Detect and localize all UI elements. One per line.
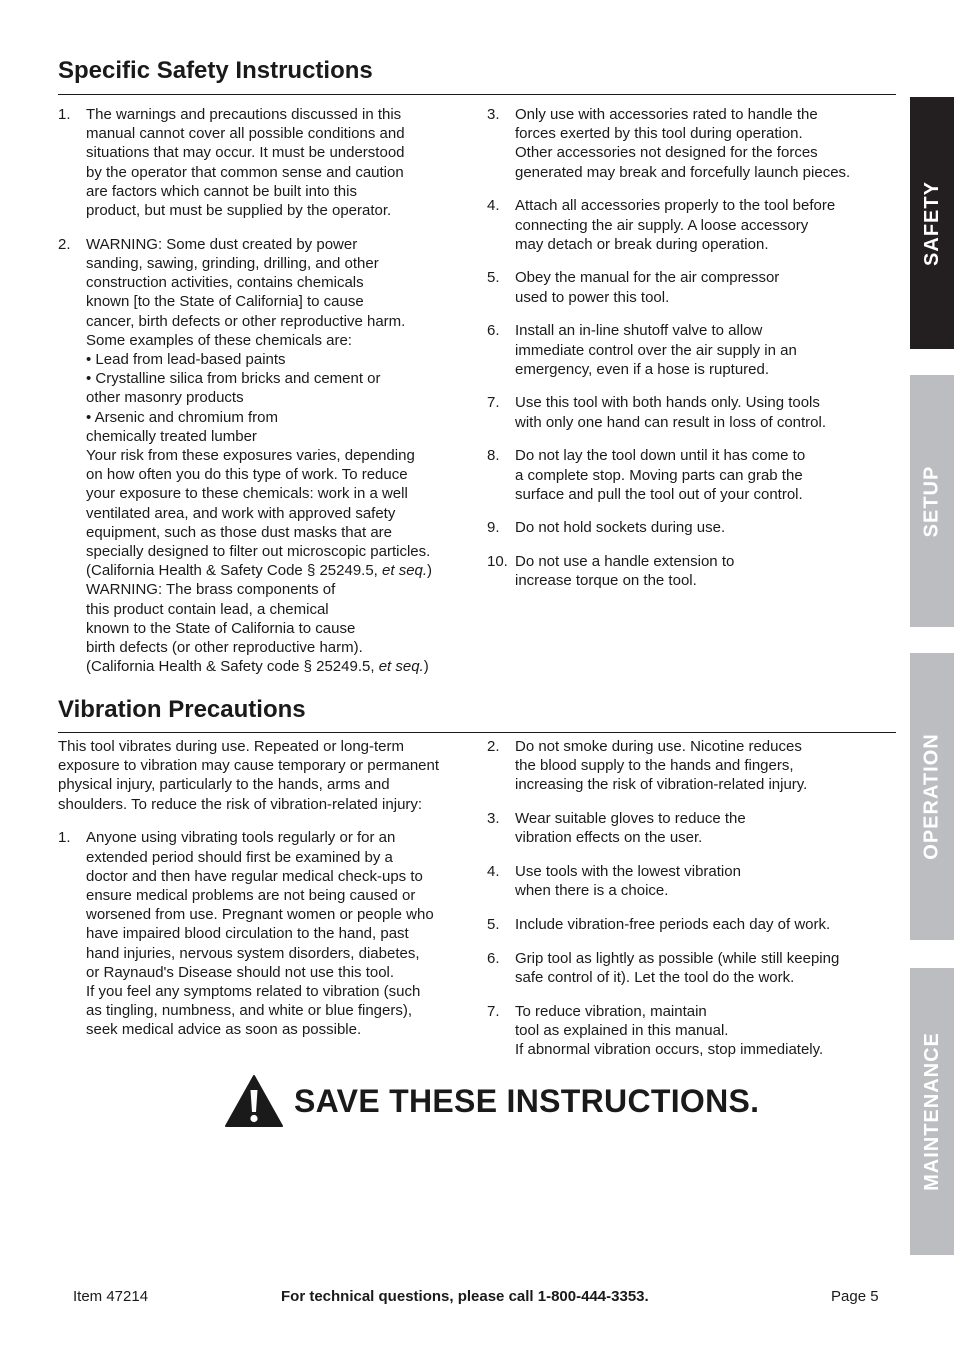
text-line: this product contain lead, a chemical <box>86 600 329 618</box>
text-line: Attach all accessories properly to the tool before <box>515 197 836 215</box>
text-line: Do not lay the tool down until it has come to <box>515 447 806 465</box>
text-line: (California Health & Safety code § 25249.5, et seq.) <box>86 658 429 676</box>
text-line: shoulders. To reduce the risk of vibration-related injury: <box>58 795 423 813</box>
text-line: doctor and then have regular medical check-ups to <box>86 867 423 885</box>
text-line: forces exerted by this tool during operation. <box>515 125 803 143</box>
text-line: safe control of it). Let the tool do the work. <box>515 968 795 986</box>
text-line: a complete stop. Moving parts can grab the <box>515 466 803 484</box>
text-line: your exposure to these chemicals: work in a well <box>86 485 408 503</box>
text-line: worsened from use. Pregnant women or people who <box>86 906 434 924</box>
text-line: (California Health & Safety Code § 25249.5, et seq.) <box>86 562 433 580</box>
save-instructions-text: SAVE THESE INSTRUCTIONS. <box>294 1082 760 1119</box>
text-line: Obey the manual for the air compressor <box>515 269 780 287</box>
list-item-text <box>86 235 468 677</box>
tab-maintenance[interactable] <box>910 968 954 1255</box>
list-item-number: 8. <box>487 447 500 465</box>
list-item-number: 9. <box>487 519 500 537</box>
list-item-text <box>515 552 897 590</box>
text-line: birth defects (or other reproductive harm). <box>86 638 363 656</box>
tab-setup-label: SETUP <box>920 465 943 537</box>
list-item-text <box>515 321 897 379</box>
safety-right-column <box>487 105 897 605</box>
text-line: or Raynaud's Disease should not use this tool. <box>86 963 395 981</box>
list-item <box>487 105 897 182</box>
list-item-text <box>515 446 897 504</box>
list-item <box>487 809 897 847</box>
list-item-text <box>515 393 897 431</box>
text-line: by the operator that common sense and caution <box>86 163 404 181</box>
list-item <box>487 321 897 379</box>
list-item-text <box>515 737 897 795</box>
text-line: manual cannot cover all possible conditions and <box>86 125 405 143</box>
list-item <box>487 518 897 537</box>
text-line: vibration effects on the user. <box>515 829 703 847</box>
list-item <box>487 393 897 431</box>
text-line: WARNING: The brass components of <box>86 581 336 599</box>
list-item-number: 5. <box>487 915 500 933</box>
text-line: If you feel any symptoms related to vibration (such <box>86 982 421 1000</box>
text-line: Your risk from these exposures varies, depending <box>86 446 415 464</box>
text-line: have impaired blood circulation to the hand, past <box>86 925 409 943</box>
tab-setup[interactable] <box>910 375 954 627</box>
text-line: • Arsenic and chromium from <box>86 408 278 426</box>
text-line: chemically treated lumber <box>86 427 257 445</box>
list-item <box>58 235 468 677</box>
list-item <box>487 196 897 254</box>
text-line: Include vibration-free periods each day of work. <box>515 915 831 933</box>
list-item <box>487 862 897 900</box>
text-line: hand injuries, nervous system disorders, diabetes, <box>86 944 420 962</box>
text-line: used to power this tool. <box>515 288 670 306</box>
text-line: Do not use a handle extension to <box>515 553 735 571</box>
list-item <box>487 949 897 987</box>
text-line: specially designed to filter out microscopic particles. <box>86 542 431 560</box>
text-line: emergency, even if a hose is ruptured. <box>515 360 770 378</box>
text-line: Use tools with the lowest vibration <box>515 863 741 881</box>
list-item-number: 6. <box>487 322 500 340</box>
list-item-text <box>515 809 897 847</box>
text-line: • Crystalline silica from bricks and cement or <box>86 370 381 388</box>
list-item-text <box>515 915 897 934</box>
list-item-number: 2. <box>487 738 500 755</box>
list-item-number: 10. <box>487 553 508 571</box>
text-line: The warnings and precautions discussed in this <box>86 106 402 123</box>
text-line: on how often you do this type of work. To reduce <box>86 466 408 484</box>
vibration-section-title: Vibration Precautions <box>58 696 306 723</box>
text-line: Other accessories not designed for the forces <box>515 144 818 162</box>
text-line: ensure medical problems are not being caused or <box>86 886 416 904</box>
save-instructions-banner <box>224 1074 759 1128</box>
text-line: Wear suitable gloves to reduce the <box>515 810 746 828</box>
list-item-number: 2. <box>58 235 71 253</box>
text-line: are factors which cannot be built into this <box>86 182 357 200</box>
text-line: Do not hold sockets during use. <box>515 519 726 537</box>
list-item-number: 1. <box>58 106 71 123</box>
text-line: as tingling, numbness, and white or blue fingers), <box>86 1002 413 1020</box>
text-line: extended period should first be examined by a <box>86 848 393 866</box>
list-item <box>58 828 478 1039</box>
text-line: surface and pull the tool out of your control. <box>515 485 803 503</box>
list-item-text <box>86 105 468 220</box>
text-line: tool as explained in this manual. <box>515 1021 729 1039</box>
text-line: generated may break and forcefully launch pieces. <box>515 163 851 181</box>
list-item-number: 4. <box>487 863 500 881</box>
text-line: immediate control over the air supply in an <box>515 341 797 359</box>
list-item-number: 1. <box>58 829 71 847</box>
list-item-text <box>86 828 478 1039</box>
footer-item-number: Item 47214 <box>73 1288 149 1305</box>
text-line: sanding, sawing, grinding, drilling, and other <box>86 254 379 272</box>
list-item-number: 3. <box>487 810 500 828</box>
list-item <box>487 915 897 934</box>
text-line: To reduce vibration, maintain <box>515 1002 707 1020</box>
text-line: This tool vibrates during use. Repeated or long-term <box>58 738 405 755</box>
text-line: may detach or break during operation. <box>515 235 769 253</box>
text-line: Grip tool as lightly as possible (while still keeping <box>515 949 840 967</box>
vibration-intro <box>58 737 478 814</box>
text-line: increase torque on the tool. <box>515 572 697 590</box>
text-line: increasing the risk of vibration-related injury. <box>515 776 808 794</box>
text-line: Use this tool with both hands only. Using tools <box>515 394 820 412</box>
list-item-text <box>515 268 897 306</box>
list-item-number: 3. <box>487 106 500 123</box>
vibration-title-rule <box>58 732 896 733</box>
safety-section-title: Specific Safety Instructions <box>58 57 373 84</box>
footer-page-number: Page 5 <box>831 1288 879 1305</box>
text-line: Install an in-line shutoff valve to allow <box>515 322 763 340</box>
text-line: product, but must be supplied by the operator. <box>86 202 392 220</box>
list-item <box>58 105 468 220</box>
text-line: equipment, such as those dust masks that are <box>86 523 392 541</box>
safety-left-column <box>58 105 468 691</box>
text-line: exposure to vibration may cause temporary or permanent <box>58 757 440 775</box>
text-line: • Lead from lead-based paints <box>86 350 286 368</box>
text-line: If abnormal vibration occurs, stop immediately. <box>515 1040 824 1058</box>
list-item-text <box>515 196 897 254</box>
tab-maintenance-label: MAINTENANCE <box>920 1032 943 1191</box>
text-line: physical injury, particularly to the hands, arms and <box>58 776 390 794</box>
text-line: construction activities, contains chemicals <box>86 274 364 292</box>
text-line: ventilated area, and work with approved safety <box>86 504 396 522</box>
text-line: when there is a choice. <box>515 882 669 900</box>
list-item-text <box>515 105 897 182</box>
list-item-number: 7. <box>487 1002 500 1020</box>
list-item-number: 7. <box>487 394 500 412</box>
vibration-left-list <box>58 828 478 1039</box>
vibration-left-column <box>58 737 478 1054</box>
text-line: Anyone using vibrating tools regularly or for an <box>86 829 396 847</box>
tab-safety[interactable] <box>910 97 954 349</box>
list-item-text <box>515 518 897 537</box>
tab-operation[interactable] <box>910 653 954 940</box>
list-item <box>487 1002 897 1060</box>
text-line: known to the State of California to cause <box>86 619 356 637</box>
list-item-text <box>515 1002 897 1060</box>
text-line: Only use with accessories rated to handle the <box>515 106 818 123</box>
safety-title-rule <box>58 94 896 95</box>
text-line: the blood supply to the hands and fingers, <box>515 757 794 775</box>
list-item-number: 4. <box>487 197 500 215</box>
text-line: Do not smoke during use. Nicotine reduces <box>515 738 802 755</box>
footer-technical-phone: For technical questions, please call 1-800-444-3353. <box>281 1288 649 1305</box>
list-item <box>487 552 897 590</box>
vibration-right-column <box>487 737 897 1074</box>
tab-safety-label: SAFETY <box>920 180 943 266</box>
warning-triangle-icon <box>224 1074 284 1128</box>
text-line: other masonry products <box>86 389 244 407</box>
list-item <box>487 446 897 504</box>
text-line: cancer, birth defects or other reproductive harm. <box>86 312 406 330</box>
list-item-text <box>515 862 897 900</box>
list-item-text <box>515 949 897 987</box>
list-item-number: 5. <box>487 269 500 287</box>
list-item <box>487 268 897 306</box>
list-item-number: 6. <box>487 949 500 967</box>
text-line: known [to the State of California] to cause <box>86 293 364 311</box>
text-line: connecting the air supply. A loose accessory <box>515 216 809 234</box>
text-line: Some examples of these chemicals are: <box>86 331 352 349</box>
text-line: seek medical advice as soon as possible. <box>86 1021 362 1039</box>
list-item <box>487 737 897 795</box>
text-line: with only one hand can result in loss of control. <box>515 413 827 431</box>
text-line: WARNING: Some dust created by power <box>86 235 358 253</box>
tab-operation-label: OPERATION <box>920 733 943 860</box>
text-line: situations that may occur. It must be understood <box>86 144 405 162</box>
